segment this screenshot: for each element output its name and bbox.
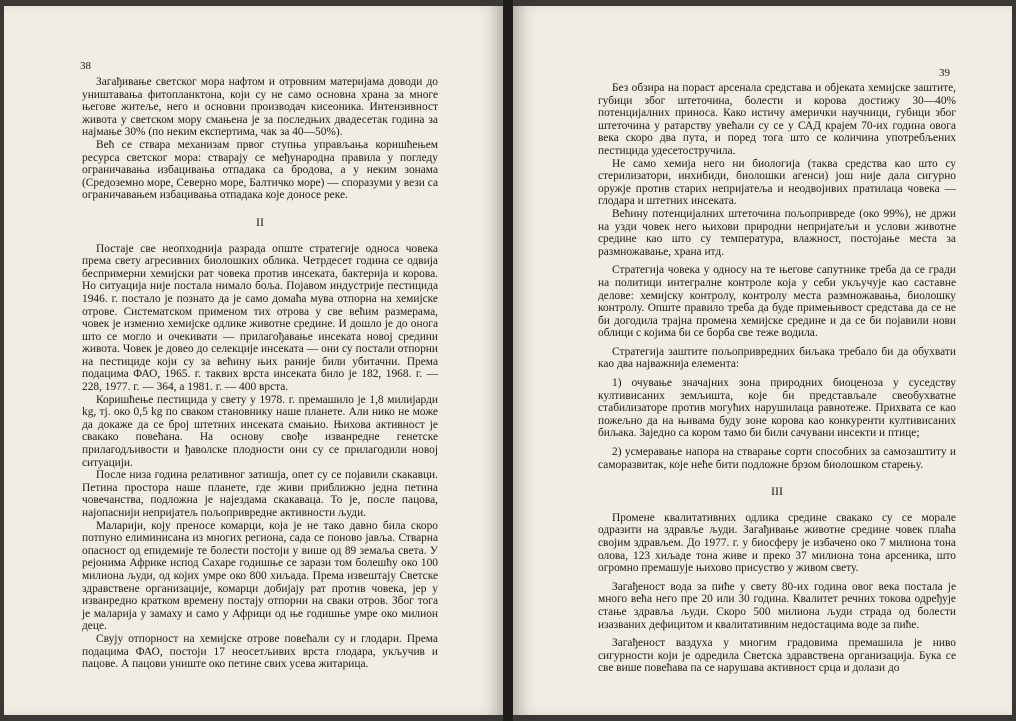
- list-item: 1) очување значајних зона природних биоценоза у суседству култивисаних земљишта, које би представљале свеобухватне стабилизаторе против могућих нарушилаца равнотеже. Прихвата се као пожељно да на њивама буду зоне корова као конкуренти култивисаних биљака. Заједно са кором тамо би били сачувани инсекти и птице;: [598, 377, 956, 440]
- page-number: 38: [80, 60, 91, 72]
- right-page: [513, 6, 1012, 715]
- list-item: 2) усмеравање напора на стварање сорти способних за самозаштиту и саморазвитак, које неће бити подложне брзом биолошком старењу.: [598, 446, 956, 471]
- paragraph: Промене квалитативних одлика средине свакако су се морале одразити на здравље људи. Загађивање животне средине човек плаћа својим здрављем. До 1977. г. у биосферу је избачено око 7 милиона тона олова, 123 хиљаде тона живе и преко 37 милиона тона арсеника, што огромно премашује њихово присуство у живом свету.: [598, 511, 956, 575]
- paragraph: Загађеност вода за пиће у свету 80-их година овог века постала је много већа него пре 20 или 30 година. Квалитет речних токова одређује стање здравља људи. Скоро 500 милиона људи страда од болести изазваних дефицитом и квалитативним недостацима воде за пиће.: [598, 580, 956, 631]
- paragraph: После низа година релативног затишја, опет су се појавили скакавци. Петина простора наше планете, где живи приближно једна петина човечанства, подложна је најездама скакаваца. То је, после пацова, најопаснији непријатељ пољопривредне активности људи.: [82, 469, 438, 519]
- left-page: [4, 6, 503, 715]
- paragraph: Коришћење пестицида у свету у 1978. г. премашило је 1,8 милијарди kg, тј. око 0,5 kg по сваком становнику наше планете. Али нико не може да докаже да се број штетних инсеката смањио. Њихова активност је свакако повећана. На основу свође изванредне генетске прилагодљивости и ђаволске плодности они су се прилагодили новој ситуацији.: [82, 393, 438, 469]
- section-heading: II: [256, 214, 264, 229]
- paragraph: Без обзира на пораст арсенала средстава и објеката хемијске заштите, губици због штеточина, болести и корова достижу 30—40% потенцијалних приноса. Како истичу амерички научници, губици због штеточина у ратарству увећали су се у САД крајем 70-их година овога века скоро два пута, и поред тога што се количина употребљених пестицида удесетостручила.: [598, 82, 956, 157]
- paragraph: Већ се ствара механизам првог ступња управљања коришћењем ресурса светског мора: стварају се међународна правила у погледу ограничавања избацивања отпадака са бродова, а у неким зонама (Средоземно море, Северно море, Балтичко море) — споразуми у вези са ограничавањем избацивања отпадака које доносе реке.: [82, 138, 438, 202]
- paragraph: Стратегија човека у односу на те његове сапутнике треба да се гради на политици интегралне контроле која у себи укључује као саставне делове: хемијску контролу, контролу места размножавања, биолошку контролу. Опште правило треба да буде примењивост средстава да се не би догодила трајна промена хемијске средине и да се би појавили нови облици с којима би се борба све теже водила.: [598, 264, 956, 340]
- right-page-text: [598, 82, 956, 675]
- book-gutter: [503, 0, 513, 721]
- section-heading: III: [771, 484, 783, 499]
- paragraph: Загађивање светског мора нафтом и отровним материјама доводи до уништавања фитопланктона, који су не само основна храна за многе његове житеље, него и основни производач кисеоника. Интензивност живота у светском мору смањена је за последњих двадесетак година за најмање 30% (по неким експертима, чак за 40—50%).: [82, 76, 438, 139]
- paragraph: Загађеност ваздуха у многим градовима премашила је ниво сигурности који је одредила Светска здравствена организација. Бука се све више повећава па се нарушава активност срца и долази до: [598, 637, 956, 675]
- paragraph: Свују отпорност на хемијске отрове повећали су и глодари. Према подацима ФАО, постоји 17 неосетљивих врста глодара, укључив и пацове. А пацови униште око петине свих усева житарица.: [82, 632, 438, 671]
- page-number: 39: [939, 67, 950, 79]
- paragraph: Не само хемија него ни биологија (таква средства као што су стерилизатори, инхибиди, биолошки агенси) још није дала сигурно оружје против старих непријатеља и неодвојивих пратилаца човека — глодара и штетних инсеката.: [598, 157, 956, 208]
- paragraph: Маларији, коју преносе комарци, која је не тако давно била скоро потпуно елиминисана из многих региона, сада се поново јавља. Стварна опасност од епидемије те болести постоји у више од 89 земаља света. У рејонима Африке испод Сахаре годишње се зарази том болешћу око 100 милиона људи, од којих умре око 800 хиљада. Према извештају Светске здравствене организације, комарци добијају рат против човека, јер у изванредно кратком времену постају отпорни на сваки отров. Због тога је маларија у замаху и само у Африци од ње годишње умре око милион деце.: [82, 519, 438, 633]
- paragraph: Стратегија заштите пољопривредних биљака требало би да обухвати као два најважнија елемента:: [598, 345, 956, 371]
- paragraph: Већину потенцијалних штеточина пољопривреде (око 99%), не држи на узди човек него њихови природни непријатељи и услови животне средине као што су температура, влажност, постојање места за размножавање, храна итд.: [598, 207, 956, 258]
- left-page-text: [82, 76, 438, 671]
- paragraph: Постаје све неопходнија разрада опште стратегије односа човека према свету агресивних биолошких облика. Четрдесет година се одвија беспримерни хемијски рат човека против инсеката, бактерија и корова. Но ситуација није постала нимало боља. Појавом индустрије пестицида 1946. г. постало је познато да је само домаћа мува отпорна на хемијске отрове. Систематском применом тих отрова у све већим размерама, човек је изменио хемијске одлике животне средине. И дошло је до онога што се могло и очекивати — прилагођавање инсеката новој средини живота. Човек је довео до селекције инсеката — они су постали отпорни на пестициде који су за већину њих раније били убитачни. Према подацима ФАО, 1965. г. таквих врста инсеката било је 182, 1968. г. — 228, 1977. г. — 364, а 1981. г. — 400 врста.: [82, 242, 438, 394]
